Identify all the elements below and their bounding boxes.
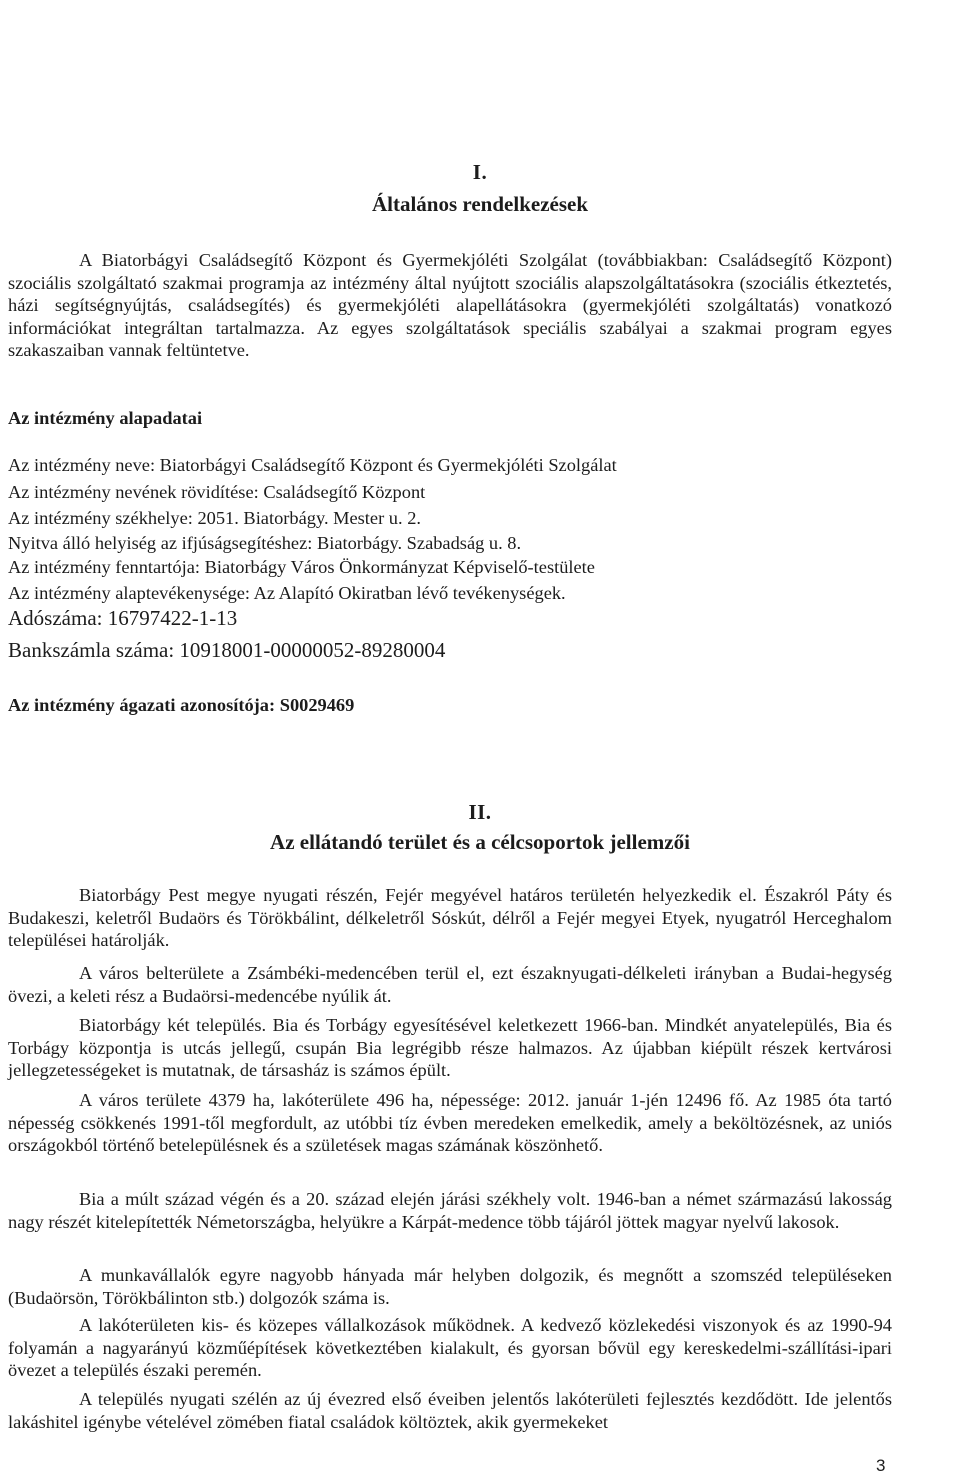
basic-data-line: Az intézmény fenntartója: Biatorbágy Város Önkormányzat Képviselő-testülete: [8, 557, 595, 577]
page-number: 3: [876, 1456, 886, 1475]
body-paragraph: A munkavállalók egyre nagyobb hányada már helyben dolgozik, és megnőtt a szomszéd településeken (Budaörsön, Törökbálinton stb.) dolgozók száma is.: [8, 1265, 892, 1308]
body-paragraph: A település nyugati szélén az új évezred első éveiben jelentős lakóterületi fejlesztés kezdődött. Ide jelentős lakáshitel igénybe vételével zömében fiatal családok költöztek, akik gyermekeket: [8, 1389, 892, 1432]
basic-data-line: Az intézmény alaptevékenysége: Az Alapító Okiratban lévő tevékenységek.: [8, 583, 566, 603]
body-paragraph: Bia a múlt század végén és a 20. század elején járási székhely volt. 1946-ban a német származású lakosság nagy részét kitelepítették Németországba, helyükre a Kárpát-medence több tájáról jöttek magyar nyelvű lakosok.: [8, 1189, 892, 1232]
basic-data-line: Az intézmény székhelye: 2051. Biatorbágy. Mester u. 2.: [8, 508, 421, 528]
body-paragraph: Biatorbágy két település. Bia és Torbágy egyesítésével keletkezett 1966-ban. Mindkét anyatelepülés, Bia és Torbágy központja is utcás jellegű, csupán Bia legrégibb része halmazos. Az újabban kiépült részek kertvárosi jellegzetességeket is mutatnak, de társasház is számos épült.: [8, 1015, 892, 1081]
basic-data-line: Az intézmény nevének rövidítése: Családsegítő Központ: [8, 482, 426, 502]
basic-data-heading: Az intézmény alapadatai: [8, 408, 203, 428]
section-number-1: I.: [472, 160, 488, 184]
body-paragraph: A város belterülete a Zsámbéki-medencében terül el, ezt északnyugati-délkeleti irányban a Budai-hegység övezi, a keleti rész a Budaörsi-medencébe nyúlik át.: [8, 963, 892, 1006]
body-paragraph: Biatorbágy Pest megye nyugati részén, Fejér megyével határos területén helyezkedik el. Északról Páty és Budakeszi, keletről Budaörs és Törökbálint, délkeletről Sóskút, délről a Fejér megyei Etyek, nyugatról Herceghalom települései határolják.: [8, 885, 892, 951]
body-paragraph: A város területe 4379 ha, lakóterülete 496 ha, népessége: 2012. január 1-jén 12496 fő. Az 1985 óta tartó népesség csökkenés 1991-től megfordult, az utóbbi tíz évben meredeken emelkedik, amely a beköltözésnek, az uniós országokból történő betelepülésnek és a születések magas számának köszönhető.: [8, 1090, 892, 1156]
section-number-2: II.: [468, 800, 492, 824]
bank-account: Bankszámla száma: 10918001-00000052-89280004: [8, 638, 446, 662]
basic-data-line: Nyitva álló helyiség az ifjúságsegítéshez: Biatorbágy. Szabadság u. 8.: [8, 533, 522, 553]
basic-data-line: Az intézmény neve: Biatorbágyi Családsegítő Központ és Gyermekjóléti Szolgálat: [8, 455, 617, 475]
body-paragraph: A lakóterületen kis- és közepes vállalkozások működnek. A kedvező közlekedési viszonyok és az 1990-94 folyamán a nagyarányú közműépítések következtében kialakult, és gyorsan bővül egy kereskedelmi-szállítási-ipari övezet a település északi peremén.: [8, 1315, 892, 1381]
tax-number: Adószáma: 16797422-1-13: [8, 606, 238, 630]
sector-id: Az intézmény ágazati azonosítója: S0029469: [8, 695, 355, 715]
section-title-1: Általános rendelkezések: [371, 192, 589, 216]
intro-paragraph: A Biatorbágyi Családsegítő Központ és Gyermekjóléti Szolgálat (továbbiakban: Családsegítő Központ) szociális szolgáltató szakmai programja az intézmény által nyújtott szociális alapszolgáltatásokra (szociális étkeztetés, házi segítségnyújtás, családsegítés) és gyermekjóléti alapellátásokra (gyermekjóléti szolgáltatás) vonatkozó információkat integráltan tartalmazza. Az egyes szolgáltatások speciális szabályai a szakmai program egyes szakaszaiban vannak feltüntetve.: [8, 250, 892, 361]
section-title-2: Az ellátandó terület és a célcsoportok jellemzői: [270, 830, 690, 854]
